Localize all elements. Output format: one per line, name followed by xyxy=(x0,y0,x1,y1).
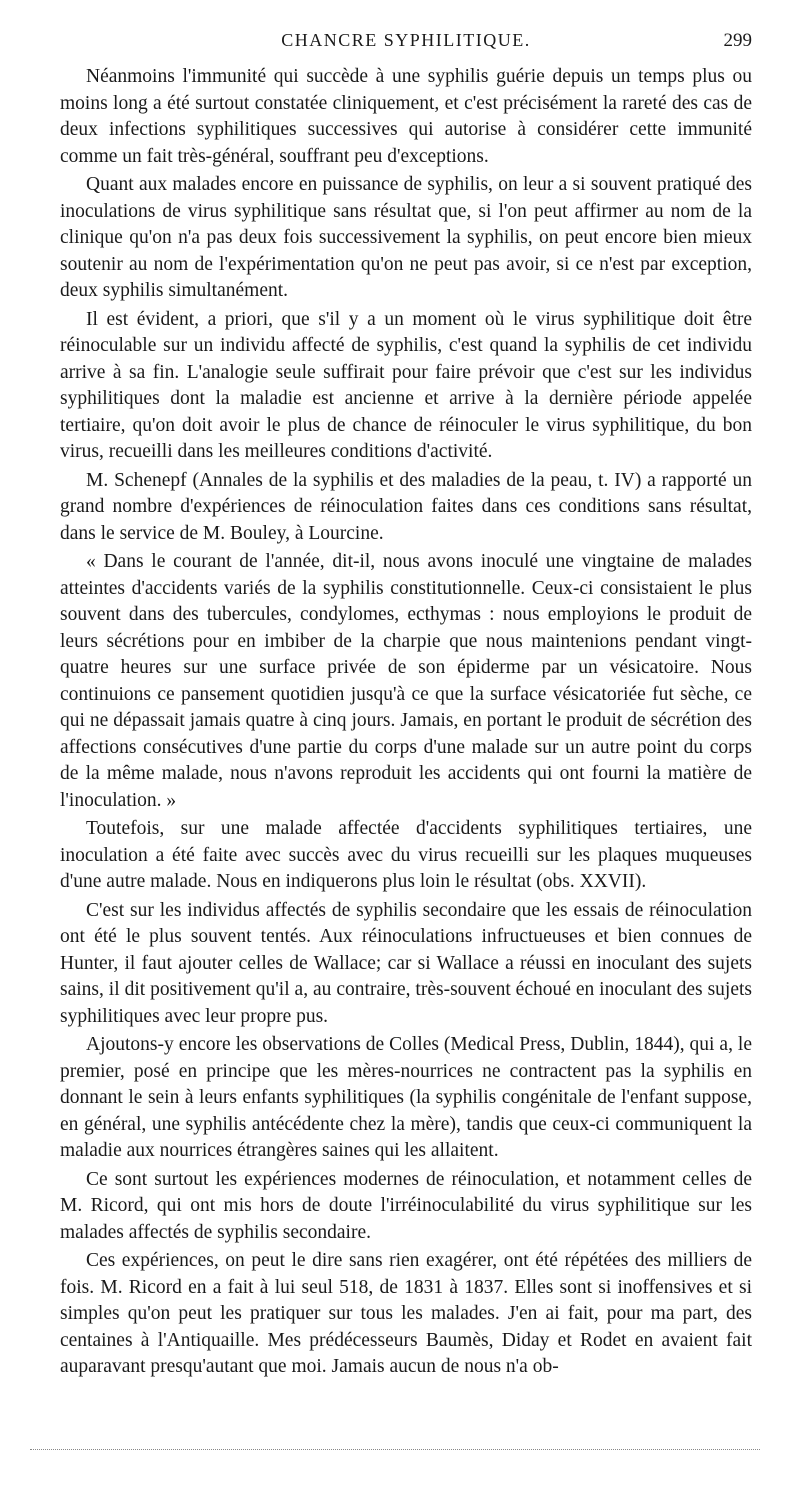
paragraph-a-priori: Il est évident, a priori, que s'il y a un moment où le virus syphilitique doit être réinoculable sur un individu affecté de syphilis, c'est quand la syphilis de cet individu arrive à sa fin. L'analogie seule suffirait pour faire prévoir que c'est sur les individus syphilitiques dont la maladie est ancienne et arrive à la dernière période appelée tertiaire, qu'on doit avoir le plus de chance de réinoculer le virus syphilitique, du bon virus, recueilli dans les meilleures conditions d'activité. xyxy=(60,308,752,462)
page-header xyxy=(60,30,752,58)
paragraph-ricord: Ce sont surtout les expériences modernes de réinoculation, et notamment celles de M. Ricord, qui ont mis hors de doute l'irréinoculabilité du virus syphilitique sur les malades affectés de syphilis secondaire. xyxy=(60,1168,752,1243)
paragraph-immunite: Néanmoins l'immunité qui succède à une syphilis guérie depuis un temps plus ou moins long a été surtout constatée cliniquement, et c'est précisément la rareté des cas de deux infections syphilitiques successives qui autorise à considérer cette immunité comme un fait très-général, souffrant peu d'exceptions. xyxy=(60,66,752,167)
body-text xyxy=(60,64,752,1383)
paragraph-quotation: « Dans le courant de l'année, dit-il, nous avons inoculé une vingtaine de malades atteintes d'accidents variés de la syphilis constitutionnelle. Ceux-ci consistaient le plus souvent dans des tubercules, condylomes, ecthymas : nous employions le produit de leurs sécrétions pour en imbiber de la charpie que nous maintenions pendant vingt-quatre heures sur une surface privée de son épiderme par un vésicatoire. Nous continuions ce pansement quotidien jusqu'à ce que la surface vésicatoriée fut sèche, ce qui ne dépassait jamais quatre à cinq jours. Jamais, en portant le produit de sécrétion des affections consécutives d'une partie du corps d'une malade sur un autre point du corps de la même malade, nous n'avons reproduit les accidents qui ont fourni la matière de l'inoculation. » xyxy=(60,551,752,811)
paragraph-syphilis-secondaire: C'est sur les individus affectés de syphilis secondaire que les essais de réinoculation ont été le plus souvent tentés. Aux réinoculations infructueuses et bien connues de Hunter, il faut ajouter celles de Wallace; car si Wallace a réussi en inoculant des sujets sains, il dit positivement qu'il a, au contraire, très-souvent échoué en inoculant des sujets syphilitiques avec leur propre pus. xyxy=(60,899,752,1027)
paragraph-toutefois: Toutefois, sur une malade affectée d'accidents syphilitiques tertiaires, une inoculation a été faite avec succès avec du virus recueilli sur les plaques muqueuses d'une autre malade. Nous en indiquerons plus loin le résultat (obs. XXVII). xyxy=(60,818,752,892)
paragraph-experiences: Ces expériences, on peut le dire sans rien exagérer, ont été répétées des milliers de fois. M. Ricord en a fait à lui seul 518, de 1831 à 1837. Elles sont si inoffensives et si simples qu'on peut les pratiquer sur tous les malades. J'en ai fait, pour ma part, des centaines à l'Antiquaille. Mes prédécesseurs Baumès, Diday et Rodet en avaient fait auparavant presqu'autant que moi. Jamais aucun de nous n'a ob- xyxy=(60,1250,752,1377)
paragraph-malades-en-puissance: Quant aux malades encore en puissance de syphilis, on leur a si souvent pratiqué des inoculations de virus syphilitique sans résultat que, si l'on peut affirmer au nom de la clinique qu'on n'a pas deux fois successivement la syphilis, on peut encore bien mieux soutenir au nom de l'expérimentation qu'on ne peut pas avoir, si ce n'est par exception, deux syphilis simultanément. xyxy=(60,174,752,301)
paragraph-colles: Ajoutons-y encore les observations de Colles (Medical Press, Dublin, 1844), qui a, le premier, posé en principe que les mères-nourrices ne contractent pas la syphilis en donnant le sein à leurs enfants syphilitiques (la syphilis congénitale de l'enfant suppose, en général, une syphilis antécédente chez la mère), tandis que ceux-ci communiquent la maladie aux nourrices étrangères saines qui les allaitent. xyxy=(60,1034,752,1161)
footer-rule xyxy=(30,1449,760,1450)
paragraph-schenepf: M. Schenepf (Annales de la syphilis et des maladies de la peau, t. IV) a rapporté un grand nombre d'expériences de réinoculation faites dans ces conditions sans résultat, dans le service de M. Bouley, à Lourcine. xyxy=(60,469,752,544)
page-number: 299 xyxy=(723,30,752,51)
running-title: CHANCRE SYPHILITIQUE. xyxy=(281,30,531,50)
